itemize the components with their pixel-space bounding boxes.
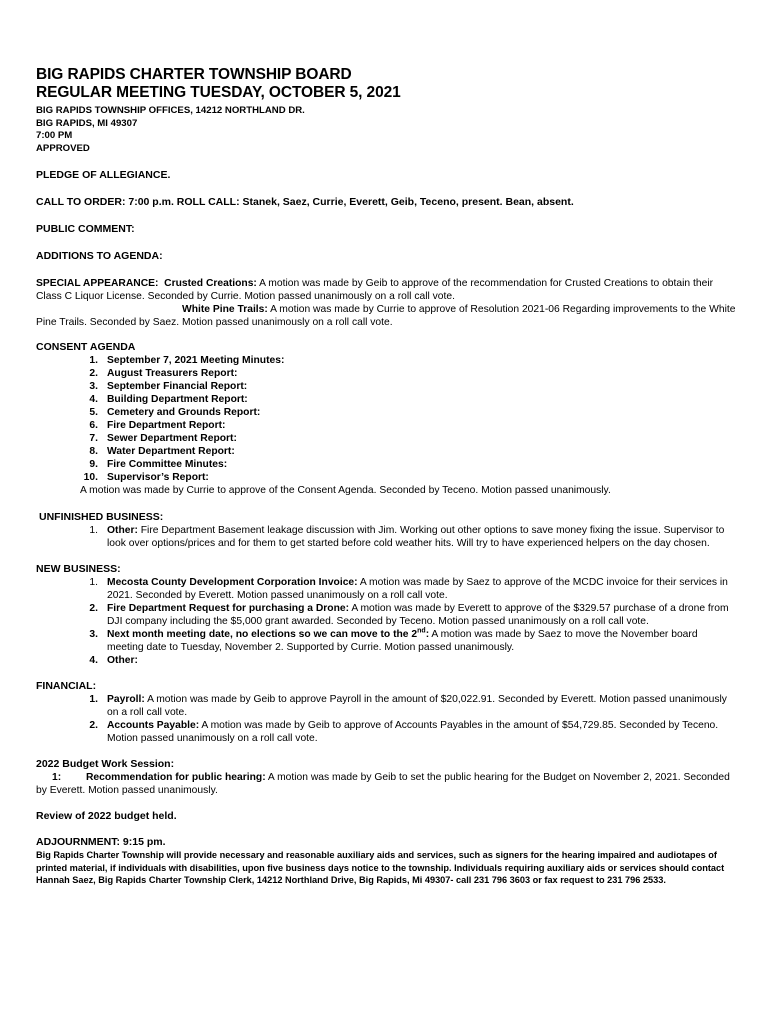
ordinal-suffix: nd	[417, 627, 426, 635]
item-label: Supervisor’s Report:	[107, 472, 209, 483]
item-label: Building Department Report:	[107, 394, 248, 405]
item-number: 1.	[89, 694, 98, 705]
list-item	[36, 576, 736, 602]
meeting-details	[36, 105, 736, 155]
budget-review-note: Review of 2022 budget held.	[36, 810, 177, 822]
address-line-2: BIG RAPIDS, MI 49307	[36, 117, 138, 129]
item-label: Fire Department Request for purchasing a Drone:	[107, 603, 350, 614]
item-number: 6.	[89, 420, 98, 431]
list-item	[36, 419, 736, 432]
list-item	[36, 471, 736, 484]
meeting-minutes-document	[36, 66, 736, 887]
white-pine-trails-item	[36, 303, 736, 329]
new-business-heading: NEW BUSINESS:	[36, 563, 121, 575]
item-label-text: Next month meeting date, no elections so we can move to the 2	[107, 629, 418, 640]
item-label: Water Department Report:	[107, 446, 235, 457]
item-label: Other:	[107, 655, 138, 666]
list-item	[36, 602, 736, 628]
item-label-colon: :	[425, 629, 430, 640]
item-label: Other:	[107, 525, 138, 536]
item-label: August Treasurers Report:	[107, 368, 238, 379]
item-text: A motion was made by Everett to approve of the $329.57 purchase of a drone from DJI company including the $5,000 grant awarded. Seconded by Teceno. Motion passed unanimously on a roll call vote.	[107, 603, 729, 627]
list-item	[36, 445, 736, 458]
item-text: Fire Department Basement leakage discussion with Jim. Working out other options to save money fixing the issue. Supervisor to look over options/prices and for them to get started before cold weather hits. Will try to have experienced helpers on the day chosen.	[107, 525, 725, 549]
item-number: 5.	[89, 407, 98, 418]
item-label: September 7, 2021 Meeting Minutes:	[107, 355, 285, 366]
item-text: A motion was made by Saez to move the November board meeting date to Tuesday, November 2. Supported by Currie. Motion passed unanimously.	[107, 629, 698, 653]
item-number: 2.	[89, 720, 98, 731]
item-number: 3.	[89, 381, 98, 392]
approval-status: APPROVED	[36, 142, 90, 154]
item-text: A motion was made by Geib to approve Payroll in the amount of $20,022.91. Seconded by Everett. Motion passed unanimously on a roll call vote.	[107, 694, 727, 718]
item-number: 1.	[89, 525, 98, 536]
item-number: 1.	[89, 355, 98, 366]
public-comment-heading: PUBLIC COMMENT:	[36, 223, 135, 235]
meeting-title: REGULAR MEETING TUESDAY, OCTOBER 5, 2021	[36, 84, 401, 101]
consent-agenda-list	[36, 354, 736, 484]
list-item	[36, 458, 736, 471]
item-number: 4.	[89, 655, 98, 666]
crusted-creations-text: A motion was made by Geib to approve of the recommendation for Crusted Creations to obtain their Class C Liquor License. Seconded by Currie. Motion passed unanimously on a roll call vote.	[36, 278, 714, 302]
item-number: 2.	[89, 368, 98, 379]
list-item	[36, 693, 736, 719]
special-appearance-label: SPECIAL APPEARANCE:	[36, 278, 159, 289]
meeting-time: 7:00 PM	[36, 130, 73, 141]
adjournment: ADJOURNMENT: 9:15 pm.	[36, 836, 166, 848]
item-label: Fire Committee Minutes:	[107, 459, 228, 470]
item-number: 2.	[89, 603, 98, 614]
item-text: A motion was made by Saez to approve of the MCDC invoice for their services in 2021. Seconded by Everett. Motion passed unanimously on a roll call vote.	[107, 577, 728, 601]
item-number: 9.	[89, 459, 98, 470]
item-number: 7.	[89, 433, 98, 444]
address-line-1: BIG RAPIDS TOWNSHIP OFFICES, 14212 NORTHLAND DR.	[36, 105, 305, 116]
budget-session-item	[36, 771, 736, 797]
item-label: Fire Department Report:	[107, 420, 226, 431]
list-item	[36, 719, 736, 745]
additions-heading: ADDITIONS TO AGENDA:	[36, 250, 163, 262]
item-label: Sewer Department Report:	[107, 433, 237, 444]
consent-agenda-motion: A motion was made by Currie to approve of the Consent Agenda. Seconded by Teceno. Motion passed unanimously.	[80, 485, 611, 496]
item-label: September Financial Report:	[107, 381, 248, 392]
list-item	[36, 628, 736, 654]
list-item	[36, 354, 736, 367]
board-title: BIG RAPIDS CHARTER TOWNSHIP BOARD	[36, 66, 352, 83]
accessibility-notice: Big Rapids Charter Township will provide necessary and reasonable auxiliary aids and services, such as signers for the hearing impaired and audiotapes of printed material, if individuals with disabilities, upon five business days notice to the township. Individuals requiring auxiliary aids or services should contact Hannah Saez, Big Rapids Charter Township Clerk, 14212 Northland Drive, Big Rapids, Mi 49307- call 231 796 3603 or fax request to 231 796 2533.	[36, 850, 725, 885]
list-item	[36, 432, 736, 445]
item-text: A motion was made by Geib to approve of Accounts Payables in the amount of $54,729.85. Seconded by Teceno. Motion passed unanimously on a roll call vote.	[107, 720, 719, 744]
item-label	[107, 629, 429, 640]
item-label: Recommendation for public hearing:	[86, 772, 266, 783]
list-item	[36, 380, 736, 393]
item-label: Accounts Payable:	[107, 720, 200, 731]
list-item	[36, 654, 736, 667]
crusted-creations-label: Crusted Creations:	[164, 278, 257, 289]
document-header	[36, 66, 736, 155]
special-appearance-section	[36, 277, 736, 303]
item-number: 1.	[89, 577, 98, 588]
item-number: 8.	[89, 446, 98, 457]
item-label: Mecosta County Development Corporation Invoice:	[107, 577, 358, 588]
item-number: 10.	[83, 472, 98, 483]
item-number: 3.	[89, 629, 98, 640]
white-pine-trails-text: A motion was made by Currie to approve of Resolution 2021-06 Regarding improvements to the White Pine Trails. Seconded by Saez. Motion passed unanimously on a roll call vote.	[36, 304, 736, 328]
item-number: 1:	[52, 772, 62, 783]
item-number: 4.	[89, 394, 98, 405]
budget-session-heading: 2022 Budget Work Session:	[36, 758, 175, 770]
item-text: A motion was made by Geib to set the public hearing for the Budget on November 2, 2021. Seconded by Everett. Motion passed unanimously.	[36, 772, 730, 796]
list-item	[36, 406, 736, 419]
pledge-heading: PLEDGE OF ALLEGIANCE.	[36, 169, 171, 181]
unfinished-business-heading: UNFINISHED BUSINESS:	[39, 511, 164, 523]
consent-agenda-heading: CONSENT AGENDA	[36, 341, 136, 353]
list-item	[36, 393, 736, 406]
list-item	[36, 367, 736, 380]
item-label: Cemetery and Grounds Report:	[107, 407, 261, 418]
call-to-order: CALL TO ORDER: 7:00 p.m. ROLL CALL: Stanek, Saez, Currie, Everett, Geib, Teceno, present. Bean, absent.	[36, 196, 574, 208]
list-item	[36, 524, 736, 550]
white-pine-trails-label: White Pine Trails:	[182, 304, 268, 315]
item-label: Payroll:	[107, 694, 145, 705]
financial-heading: FINANCIAL:	[36, 680, 97, 692]
